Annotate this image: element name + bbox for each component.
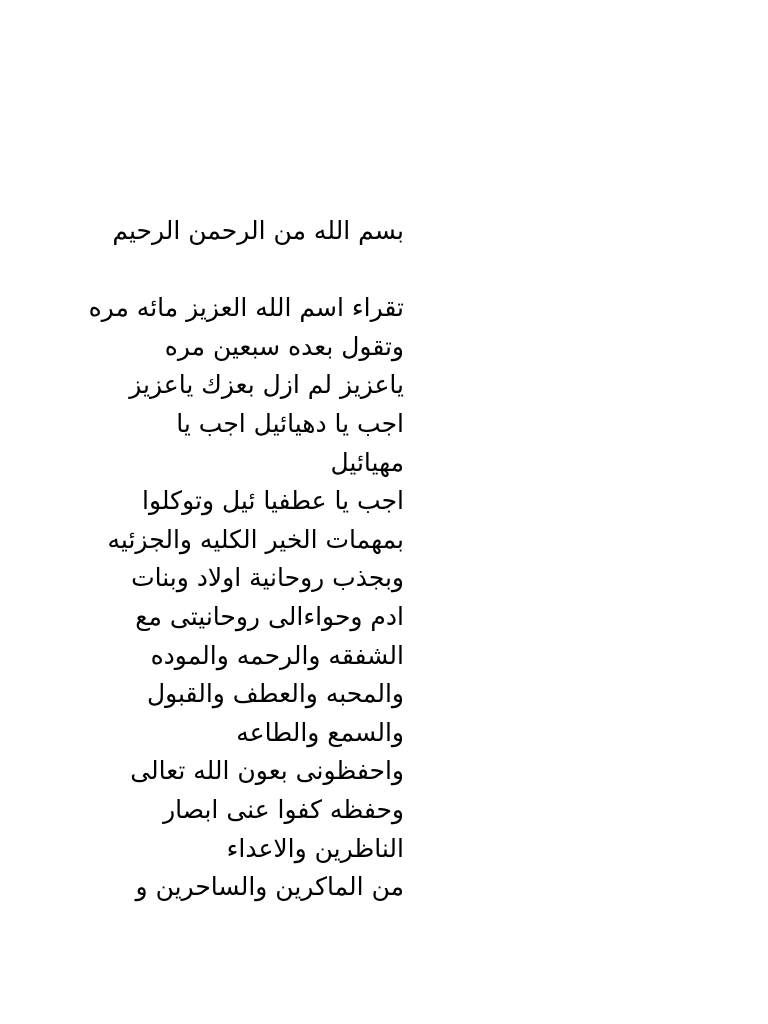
text-line-13: واحفظونى بعون الله تعالى — [130, 756, 404, 786]
text-line-1: تقراء اسم الله العزيز مائه مره — [88, 293, 404, 323]
text-line-8: وبجذب روحانية اولاد وبنات — [131, 563, 404, 593]
document-text-block — [84, 212, 404, 907]
text-line-10: الشفقه والرحمه والموده — [150, 640, 404, 670]
text-line-2: وتقول بعده سبعين مره — [164, 331, 404, 361]
text-line-15: الناظرين والاعداء — [226, 833, 404, 863]
text-line-12: والسمع والطاعه — [236, 717, 404, 747]
text-line-6: اجب يا عطفيا ئيل وتوكلوا — [142, 486, 404, 516]
document-heading: بسم الله من الرحمن الرحيم — [112, 216, 404, 245]
text-line-3: ياعزيز لم ازل بعزك ياعزيز — [129, 370, 404, 400]
text-line-7: بمهمات الخير الكليه والجزئيه — [107, 524, 404, 554]
text-line-14: وحفظه كفوا عنى ابصار — [163, 794, 404, 824]
text-line-9: ادم وحواءالى روحانيتى مع — [135, 601, 404, 631]
text-line-16: من الماكرين والساحرين و — [135, 872, 404, 902]
text-line-4: اجب يا دهيائيل اجب يا — [176, 408, 404, 438]
text-line-5: مهيائيل — [330, 447, 404, 477]
text-line-11: والمحبه والعطف والقبول — [146, 679, 404, 709]
